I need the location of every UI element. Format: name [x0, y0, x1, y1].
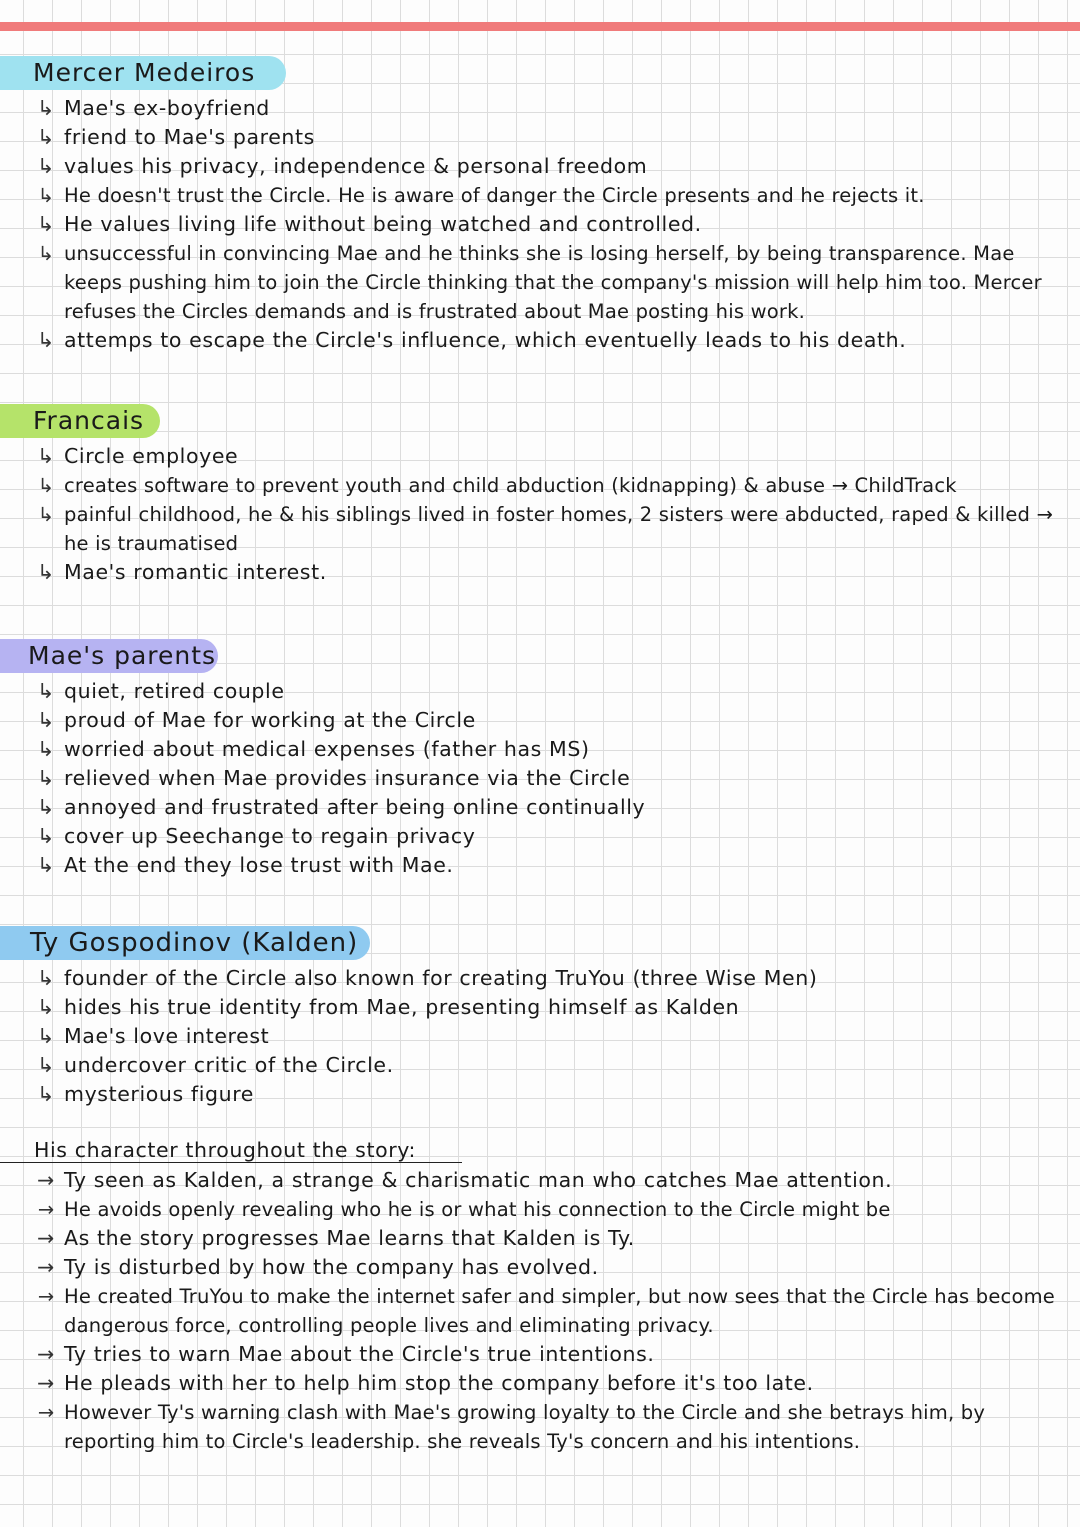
bullet-arrow-icon: ↳ — [37, 1082, 55, 1106]
bullet-arrow-icon: ↳ — [37, 679, 55, 703]
bullet-arrow-icon: ↳ — [37, 444, 55, 468]
list-item: → He avoids openly revealing who he is or what his connection to the Circle might be — [34, 1195, 1060, 1224]
bullet-arrow-icon: ↳ — [37, 96, 55, 120]
list-item: ↳ He values living life without being watched and controlled. — [34, 210, 1060, 239]
list-item: ↳ painful childhood, he & his siblings lived in foster homes, 2 sisters were abducted, raped & killed → he is traumatised — [34, 500, 1060, 558]
bullet-arrow-icon: ↳ — [37, 212, 55, 236]
ty-story-list — [34, 1166, 1060, 1456]
arrow-right-icon: → — [37, 1371, 55, 1395]
heading-ty: Ty Gospodinov (Kalden) — [0, 926, 370, 960]
list-item: → He pleads with her to help him stop the company before it's too late. — [34, 1369, 1060, 1398]
list-item: ↳ worried about medical expenses (father has MS) — [34, 735, 1060, 764]
bullet-arrow-icon: ↳ — [37, 1053, 55, 1077]
list-item: ↳ proud of Mae for working at the Circle — [34, 706, 1060, 735]
ty-list — [34, 964, 1060, 1109]
list-item: ↳ undercover critic of the Circle. — [34, 1051, 1060, 1080]
list-item: ↳ annoyed and frustrated after being online continually — [34, 793, 1060, 822]
heading-mercer: Mercer Medeiros — [0, 56, 286, 90]
list-item: ↳ unsuccessful in convincing Mae and he thinks she is losing herself, by being transparence. Mae keeps pushing him to join the Circle thinking that the company's mission will help him too. Mercer refuses the Circles demands and is frustrated about Mae posting his work. — [34, 239, 1060, 326]
list-item: ↳ quiet, retired couple — [34, 677, 1060, 706]
arrow-right-icon: → — [37, 1342, 55, 1366]
francais-list — [34, 442, 1060, 587]
heading-francais: Francais — [0, 404, 160, 438]
arrow-right-icon: → — [37, 1255, 55, 1279]
bullet-arrow-icon: ↳ — [37, 154, 55, 178]
arrow-right-icon: → — [37, 1168, 55, 1192]
list-item: ↳ values his privacy, independence & personal freedom — [34, 152, 1060, 181]
parents-list — [34, 677, 1060, 880]
list-item: ↳ friend to Mae's parents — [34, 123, 1060, 152]
arrow-right-icon: → — [37, 1401, 55, 1424]
bullet-arrow-icon: ↳ — [37, 328, 55, 352]
bullet-arrow-icon: ↳ — [37, 995, 55, 1019]
bullet-arrow-icon: ↳ — [37, 184, 55, 207]
bullet-arrow-icon: ↳ — [37, 708, 55, 732]
story-subheading: His character throughout the story: — [34, 1138, 417, 1162]
arrow-right-icon: → — [37, 1226, 55, 1250]
list-item: → He created TruYou to make the internet safer and simpler, but now sees that the Circle has become dangerous force, controlling people lives and eliminating privacy. — [34, 1282, 1060, 1340]
bullet-arrow-icon: ↳ — [37, 125, 55, 149]
list-item: → As the story progresses Mae learns that Kalden is Ty. — [34, 1224, 1060, 1253]
top-margin-rule — [0, 22, 1080, 31]
bullet-arrow-icon: ↳ — [37, 503, 55, 526]
list-item: ↳ attemps to escape the Circle's influence, which eventuelly leads to his death. — [34, 326, 1060, 355]
mercer-list — [34, 94, 1060, 355]
list-item: → Ty tries to warn Mae about the Circle's true intentions. — [34, 1340, 1060, 1369]
arrow-right-icon: → — [37, 1198, 55, 1221]
bullet-arrow-icon: ↳ — [37, 737, 55, 761]
bullet-arrow-icon: ↳ — [37, 474, 55, 497]
list-item: → Ty is disturbed by how the company has evolved. — [34, 1253, 1060, 1282]
heading-parents: Mae's parents — [0, 639, 218, 673]
list-item: ↳ relieved when Mae provides insurance via the Circle — [34, 764, 1060, 793]
list-item: ↳ Circle employee — [34, 442, 1060, 471]
bullet-arrow-icon: ↳ — [37, 560, 55, 584]
list-item: → Ty seen as Kalden, a strange & charismatic man who catches Mae attention. — [34, 1166, 1060, 1195]
list-item: ↳ hides his true identity from Mae, presenting himself as Kalden — [34, 993, 1060, 1022]
subheading-underline — [0, 1162, 462, 1163]
list-item: ↳ Mae's love interest — [34, 1022, 1060, 1051]
bullet-arrow-icon: ↳ — [37, 795, 55, 819]
list-item: ↳ creates software to prevent youth and child abduction (kidnapping) & abuse → ChildTrack — [34, 471, 1060, 500]
bullet-arrow-icon: ↳ — [37, 766, 55, 790]
list-item: → However Ty's warning clash with Mae's growing loyalty to the Circle and she betrays him, by reporting him to Circle's leadership. she reveals Ty's concern and his intentions. — [34, 1398, 1060, 1456]
list-item: ↳ founder of the Circle also known for creating TruYou (three Wise Men) — [34, 964, 1060, 993]
bullet-arrow-icon: ↳ — [37, 824, 55, 848]
list-item: ↳ mysterious figure — [34, 1080, 1060, 1109]
arrow-right-icon: → — [37, 1285, 55, 1308]
bullet-arrow-icon: ↳ — [37, 966, 55, 990]
list-item: ↳ Mae's romantic interest. — [34, 558, 1060, 587]
list-item: ↳ Mae's ex-boyfriend — [34, 94, 1060, 123]
list-item: ↳ He doesn't trust the Circle. He is aware of danger the Circle presents and he rejects it. — [34, 181, 1060, 210]
list-item: ↳ cover up Seechange to regain privacy — [34, 822, 1060, 851]
bullet-arrow-icon: ↳ — [37, 242, 55, 265]
bullet-arrow-icon: ↳ — [37, 1024, 55, 1048]
list-item: ↳ At the end they lose trust with Mae. — [34, 851, 1060, 880]
bullet-arrow-icon: ↳ — [37, 853, 55, 877]
